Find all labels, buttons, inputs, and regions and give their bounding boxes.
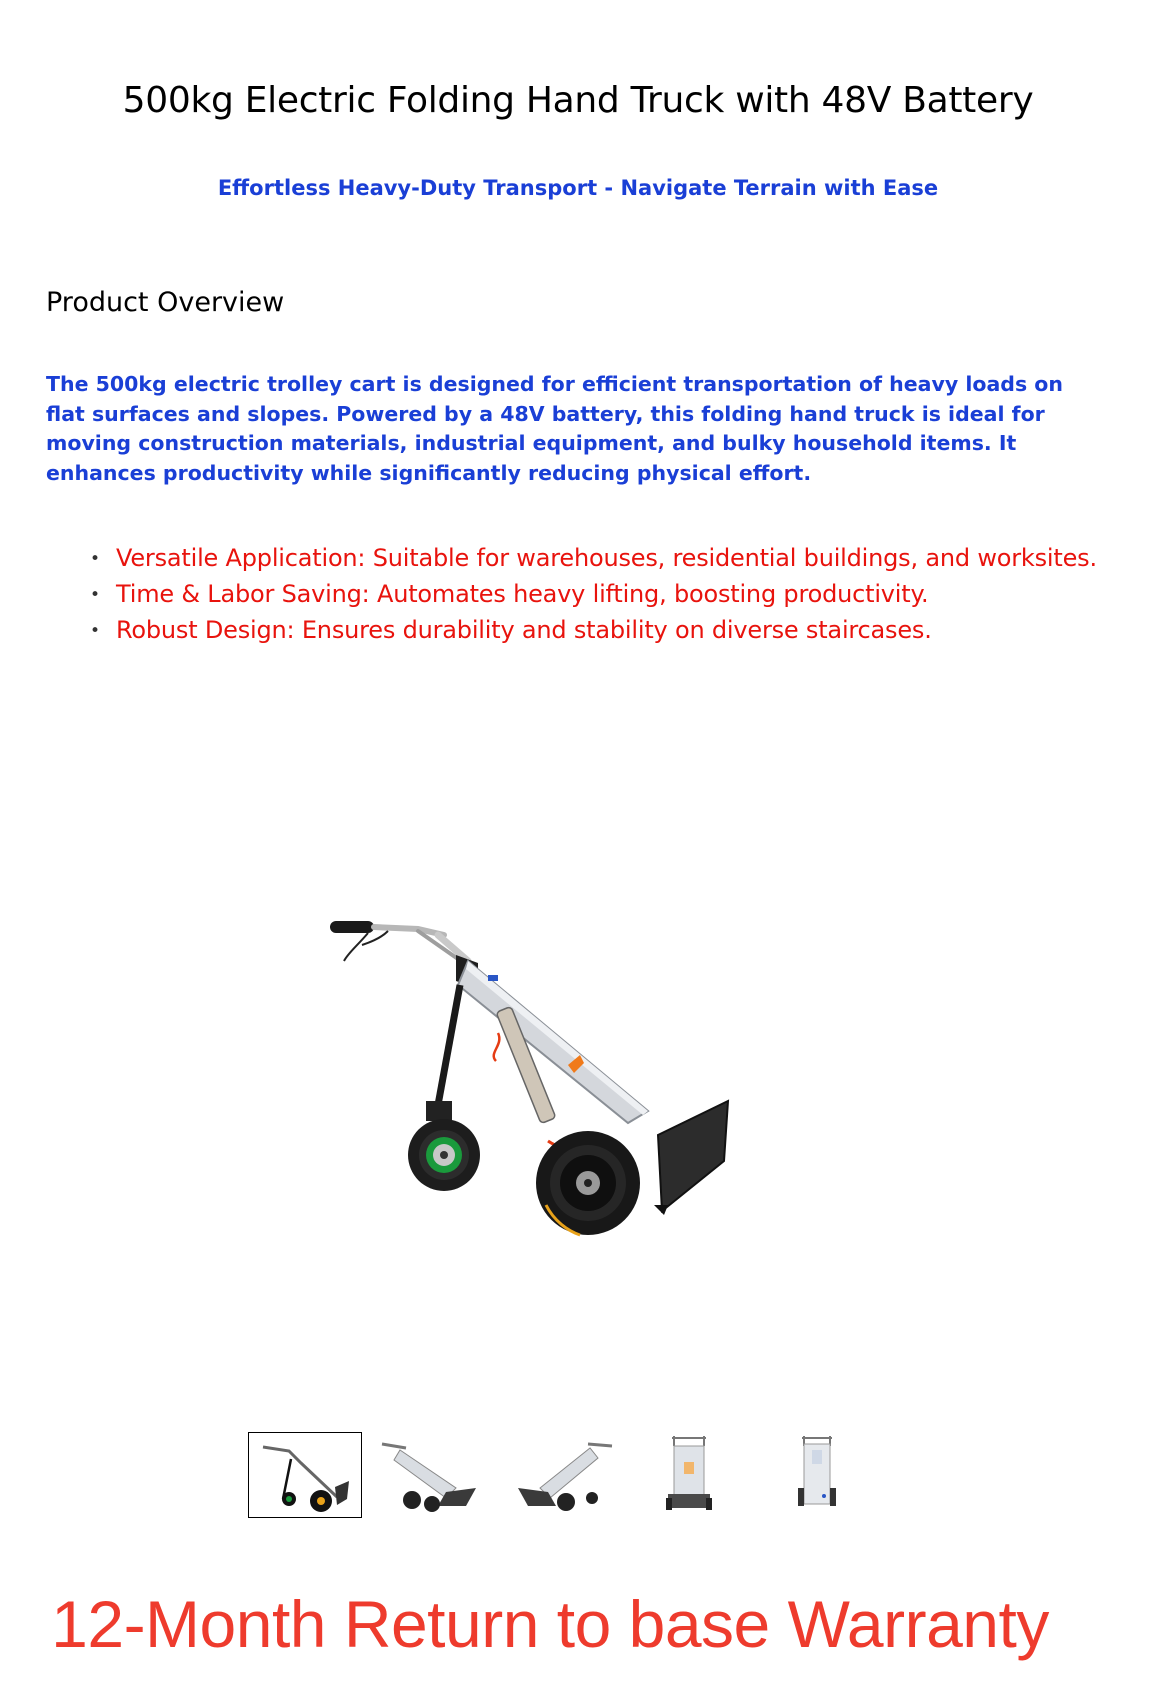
thumbnail-side-view[interactable] <box>248 1432 362 1518</box>
page-title: 500kg Electric Folding Hand Truck with 48V Battery <box>122 80 1034 121</box>
thumbnail-angled-rear-view[interactable] <box>504 1432 618 1518</box>
page-subtitle: Effortless Heavy-Duty Transport - Navigate Terrain with Ease <box>217 176 939 200</box>
overview-heading: Product Overview <box>46 287 285 318</box>
thumbnail-angled-front-view[interactable] <box>376 1432 490 1518</box>
feature-list <box>86 540 1156 648</box>
thumbnail-front-view[interactable] <box>632 1432 746 1518</box>
feature-item: • Time & Labor Saving: Automates heavy lifting, boosting productivity. <box>116 576 1156 612</box>
thumbnail-back-view[interactable] <box>760 1432 874 1518</box>
overview-text: The 500kg electric trolley cart is designed for efficient transportation of heavy loads on flat surfaces and slopes. Powered by a 48V battery, this folding hand truck is ideal for moving construction materials, industrial equipment, and bulky household items. It enhances productivity while significantly reducing physical effort. <box>46 372 1063 485</box>
warranty-banner: 12-Month Return to base Warranty <box>51 1587 1049 1661</box>
feature-item: • Versatile Application: Suitable for warehouses, residential buildings, and worksites. <box>116 540 1156 576</box>
feature-item: • Robust Design: Ensures durability and stability on diverse staircases. <box>116 612 1156 648</box>
product-main-image <box>318 905 798 1265</box>
